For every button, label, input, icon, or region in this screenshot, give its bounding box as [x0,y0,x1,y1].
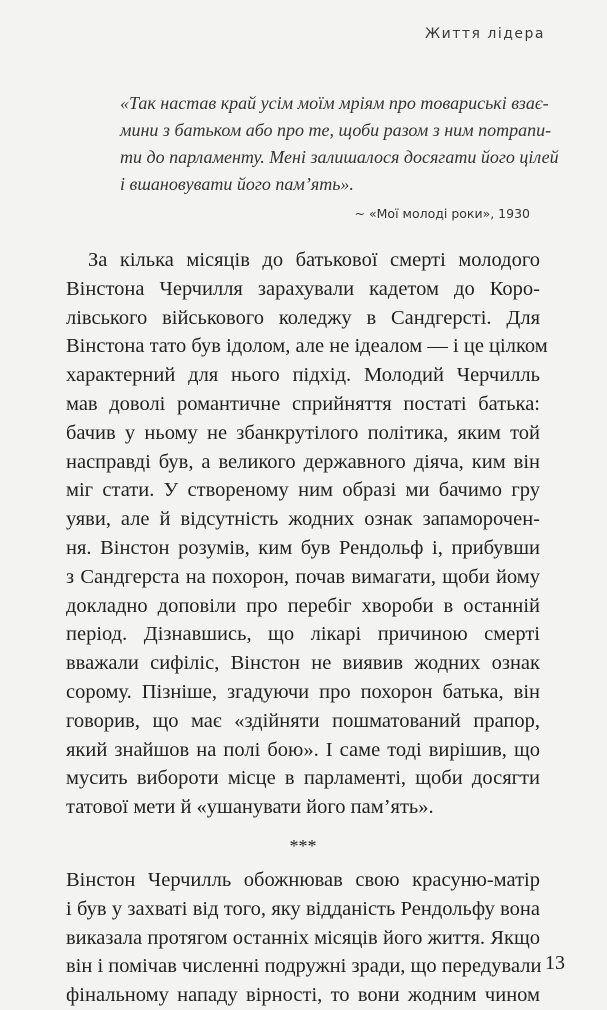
text-line: сорому. Пізніше, згадуючи про похорон батька, він [66,680,540,703]
text-line: Вінстона Черчилля зарахували кадетом до Коро- [66,277,540,300]
text-line: вважали сифіліс, Вінстон не виявив жодних ознак [66,652,540,675]
epigraph-line: ти до парламенту. Мені залишалося досягати його цілей [120,147,559,167]
text-line: мусить виборoти місце в парламенті, щоби досягти [66,767,540,790]
epigraph-line: і вшановувати його пам’ять». [120,174,354,194]
text-line: насправді був, а великого державного діяча, ким він [66,450,540,473]
section-separator: *** [289,835,317,856]
body-text [66,246,548,1010]
text-line: бачив у ньому не збанкрутілого політика, яким той [66,421,540,444]
text-line: Вінстона тато був ідолом, але не ідеалом — і це цілком [66,335,548,358]
epigraph-line: «Так настав край усім моїм мріям про товариські взає- [120,93,549,113]
paragraph [66,246,548,822]
text-line: лівського військового коледжу в Сандгерсті. Для [66,306,540,329]
text-line: ня. Вінстон розумів, ким був Рендольф і, прибувши [66,536,540,559]
text-line: він і помічав численні подружні зради, що передували [66,955,542,978]
text-line: і був у захваті від того, яку відданість Рендольфу вона [66,897,540,920]
text-line: татової мети й «ушанувати його пам’ять». [66,796,434,819]
page-number: 13 [545,952,565,974]
text-line: докладно доповіли про перебіг хвороби в останній [66,594,540,617]
text-line: виказала протягом останніх місяців його життя. Якщо [66,926,540,949]
text-line: з Сандгерста на похорон, почав вимагати, щоби йому [66,565,540,588]
text-line: мав доволі романтичне сприйняття постаті батька: [66,392,540,415]
text-line: фінальному нападу вірності, то вони жодним чином [66,984,540,1007]
text-line: який знайшов на полі бою». І саме тоді вирішив, що [66,738,540,761]
epigraph-quote [120,90,559,198]
text-line: міг стати. У створеному ним образі ми бачимо гру [66,479,540,502]
running-header: Життя лідера [425,26,545,42]
text-line: уяви, але й відсутність жодних ознак запаморочен- [66,508,540,531]
text-line: За кілька місяців до батькової смерті молодого [88,249,540,271]
text-line: характерний для нього підхід. Молодий Черчилль [66,364,540,387]
text-line: говорив, що має «здійняти пошматований прапор, [66,709,540,732]
epigraph-attribution: ~ «Мої молоді роки», 1930 [354,206,530,221]
epigraph-line: мини з батьком або про те, щоби разом з ним потрапи- [120,120,552,140]
text-line: Вінстон Черчилль обожнював свою красуню-матір [66,868,540,891]
paragraph [66,866,540,1010]
text-line: період. Дізнавшись, що лікарі причиною смерті [66,623,540,646]
